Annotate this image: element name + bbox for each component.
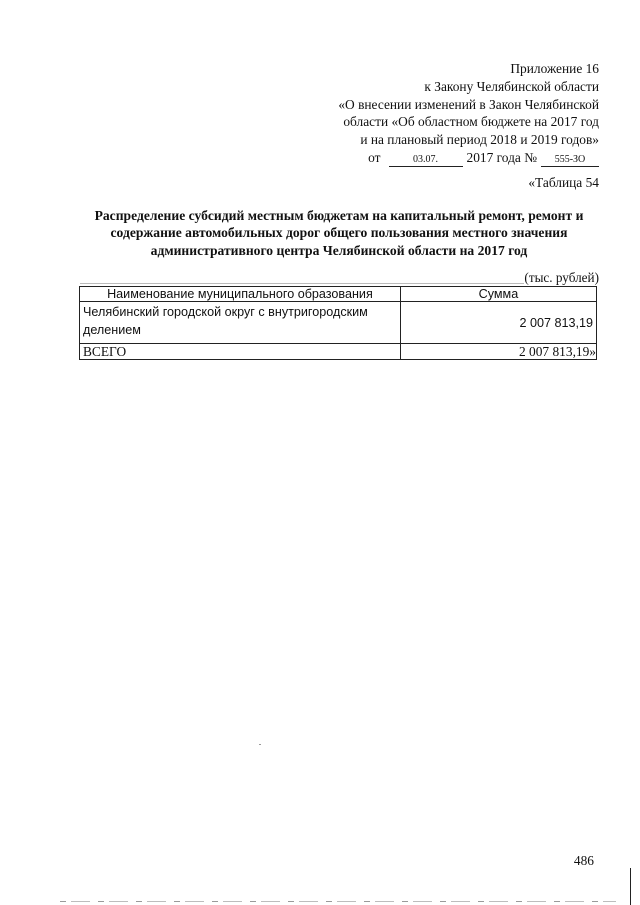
date-value: 03.07.: [389, 154, 463, 167]
scan-edge-mark: [630, 868, 631, 905]
total-amount: 2 007 813,19»: [400, 344, 596, 360]
table-row: [80, 302, 597, 344]
document-title: Распределение субсидий местным бюджетам на капитальный ремонт, ремонт и содержание автомобильных дорог общего пользования местного значения административного центра Челябинской области на 2017 год: [94, 208, 584, 258]
appendix-header: [338, 60, 599, 167]
table-label: «Таблица 54: [528, 175, 599, 190]
total-row: [80, 344, 597, 360]
law-number: 555-ЗО: [541, 154, 599, 167]
column-header-name: Наименование муниципального образования: [80, 287, 401, 302]
law-title-line-2: области «Об областном бюджете на 2017 год: [343, 114, 599, 130]
scan-speck: [259, 744, 261, 745]
law-title-line-3: и на плановый период 2018 и 2019 годов»: [360, 132, 599, 148]
law-date-line: [338, 149, 599, 167]
subsidy-table: [79, 286, 597, 360]
total-label: ВСЕГО: [80, 344, 401, 360]
page-number: 486: [573, 853, 594, 868]
municipality-name: Челябинский городской округ с внутригородским делением: [80, 302, 401, 344]
date-suffix: 2017 года №: [466, 149, 537, 165]
column-header-amount: Сумма: [400, 287, 596, 302]
units-divider: [80, 283, 524, 284]
scan-bottom-noise: [60, 901, 616, 902]
law-reference: к Закону Челябинской области: [424, 78, 599, 94]
date-prefix: от: [368, 149, 381, 165]
table-header-row: [80, 287, 597, 302]
municipality-amount: 2 007 813,19: [400, 302, 596, 344]
units-label: (тыс. рублей): [524, 270, 599, 285]
appendix-number: Приложение 16: [510, 61, 599, 76]
law-title-line-1: «О внесении изменений в Закон Челябинской: [338, 96, 599, 112]
